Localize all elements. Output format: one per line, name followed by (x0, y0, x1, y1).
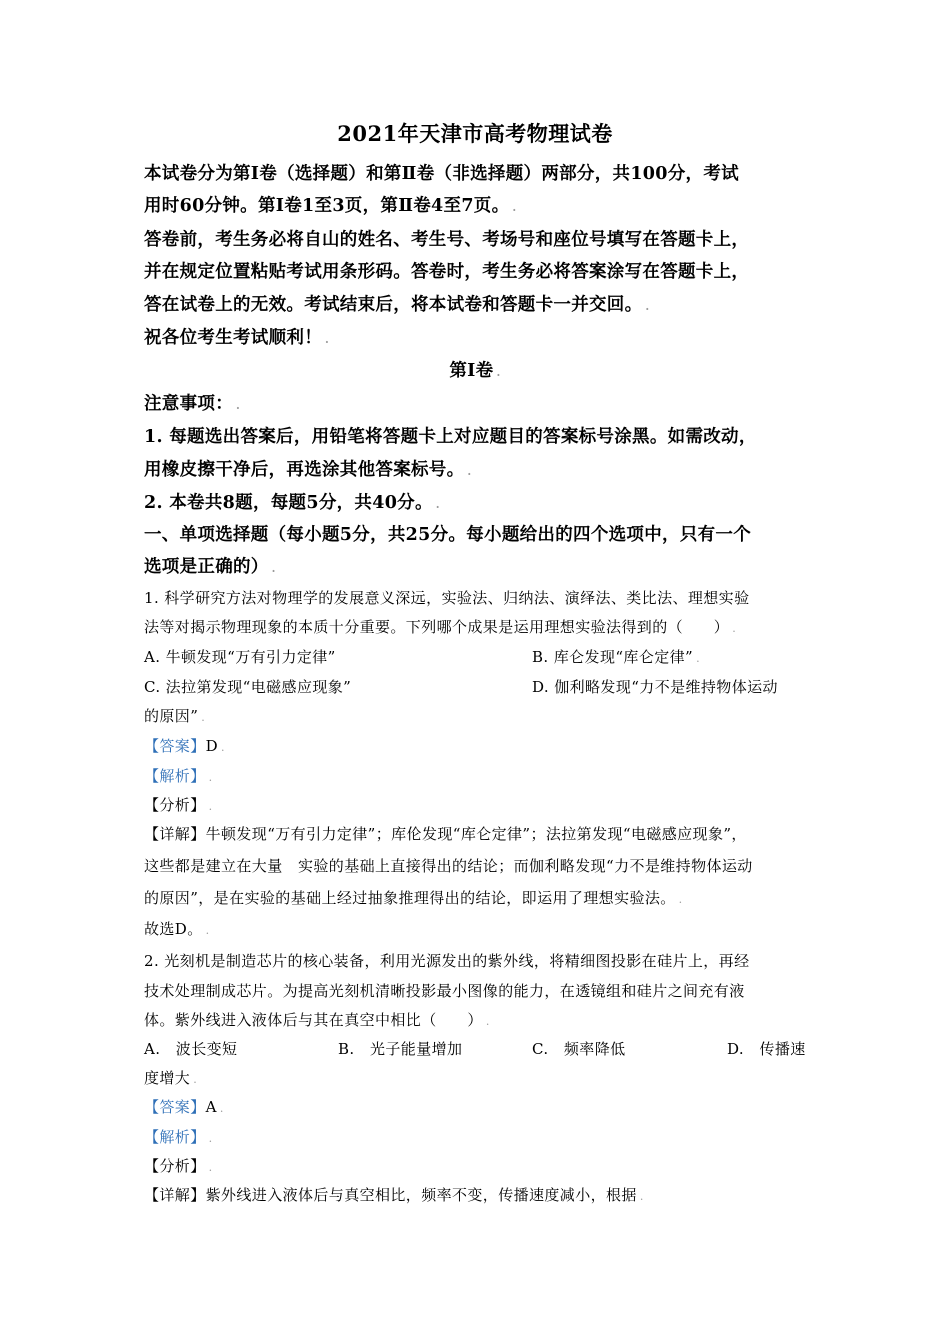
q2-answer: 【答案】A . (144, 1098, 224, 1116)
q2-option-a: A. 波长变短 (144, 1040, 238, 1058)
q1-conclusion: 故选D。 . (144, 920, 210, 938)
q2-stem-line-1: 2. 光刻机是制造芯片的核心装备，利用光源发出的紫外线，将精细图投影在硅片上，再经 (144, 952, 750, 970)
document-title: 2021年天津市高考物理试卷 (337, 121, 613, 146)
q2-stem-line-2: 技术处理制成芯片。为提高光刻机清晰投影最小图像的能力，在透镜组和硅片之间充有液 (144, 982, 745, 1000)
q1-option-c: C. 法拉第发现“电磁感应现象” (144, 678, 352, 696)
intro-line-4: 并在规定位置粘贴考试用条形码。答卷时，考生务必将答案涂写在答题卡上， (144, 262, 750, 282)
notes-heading: 注意事项： . (144, 394, 241, 414)
q2-option-d-cont: 度增大 . (144, 1069, 198, 1087)
q2-option-d: D. 传播速 (727, 1040, 806, 1058)
q1-detail-line-1: 【详解】牛顿发现“万有引力定律”；库伦发现“库仑定律”；法拉第发现“电磁感应现象”， (144, 825, 747, 843)
intro-line-3: 答卷前，考生务必将自山的姓名、考生号、考场号和座位号填写在答题卡上， (144, 230, 750, 250)
intro-line-6: 祝各位考生考试顺利！ . (144, 328, 330, 348)
volume-heading: 第Ⅰ卷 . (449, 361, 501, 381)
intro-line-5: 答在试卷上的无效。考试结束后，将本试卷和答题卡一并交回。 . (144, 295, 650, 315)
q2-detail-line-1: 【详解】紫外线进入液体后与真空相比，频率不变，传播速度减小，根据 . (144, 1186, 644, 1204)
q1-option-b: B. 库仑发现“库仑定律” . (532, 648, 701, 666)
q2-option-b: B. 光子能量增加 (338, 1040, 463, 1058)
q1-stem-line-2: 法等对揭示物理现象的本质十分重要。下列哪个成果是运用理想实验法得到的（ ） . (144, 618, 737, 636)
q1-fenxi: 【分析】 . (144, 796, 213, 814)
intro-line-2: 用时60分钟。第Ⅰ卷1至3页，第Ⅱ卷4至7页。 . (144, 196, 517, 216)
q1-answer: 【答案】D . (144, 737, 225, 755)
intro-line-1: 本试卷分为第Ⅰ卷（选择题）和第Ⅱ卷（非选择题）两部分，共100分，考试 (144, 164, 739, 184)
q2-stem-line-3: 体。紫外线进入液体后与其在真空中相比（ ） . (144, 1011, 490, 1029)
q1-stem-line-1: 1. 科学研究方法对物理学的发展意义深远，实验法、归纳法、演绎法、类比法、理想实验 (144, 589, 750, 607)
answer-tag: 【答案】 (144, 1098, 206, 1116)
q2-option-c: C. 频率降低 (532, 1040, 626, 1058)
notes-item-1b: 用橡皮擦干净后，再选涂其他答案标号。 . (144, 460, 472, 480)
section-heading-line-1: 一、单项选择题（每小题5分，共25分。每小题给出的四个选项中，只有一个 (144, 525, 752, 545)
q1-option-d-cont: 的原因” . (144, 707, 206, 725)
notes-item-1a: 1. 每题选出答案后，用铅笔将答题卡上对应题目的答案标号涂黑。如需改动， (144, 427, 757, 447)
q1-analysis: 【解析】 . (144, 767, 213, 785)
q2-analysis: 【解析】 . (144, 1128, 213, 1146)
q1-option-a: A. 牛顿发现“万有引力定律” (144, 648, 336, 666)
notes-item-2: 2. 本卷共8题，每题5分，共40分。 . (144, 493, 440, 513)
q1-detail-line-2: 这些都是建立在大量 实验的基础上直接得出的结论；而伽利略发现“力不是维持物体运动 (144, 857, 753, 875)
analysis-tag: 【解析】 (144, 767, 206, 785)
answer-tag: 【答案】 (144, 737, 206, 755)
analysis-tag: 【解析】 (144, 1128, 206, 1146)
section-heading-line-2: 选项是正确的） . (144, 557, 276, 577)
q1-option-d: D. 伽利略发现“力不是维持物体运动 (532, 678, 778, 696)
q1-detail-line-3: 的原因”，是在实验的基础上经过抽象推理得出的结论，即运用了理想实验法。 . (144, 889, 683, 907)
q2-fenxi: 【分析】 . (144, 1157, 213, 1175)
